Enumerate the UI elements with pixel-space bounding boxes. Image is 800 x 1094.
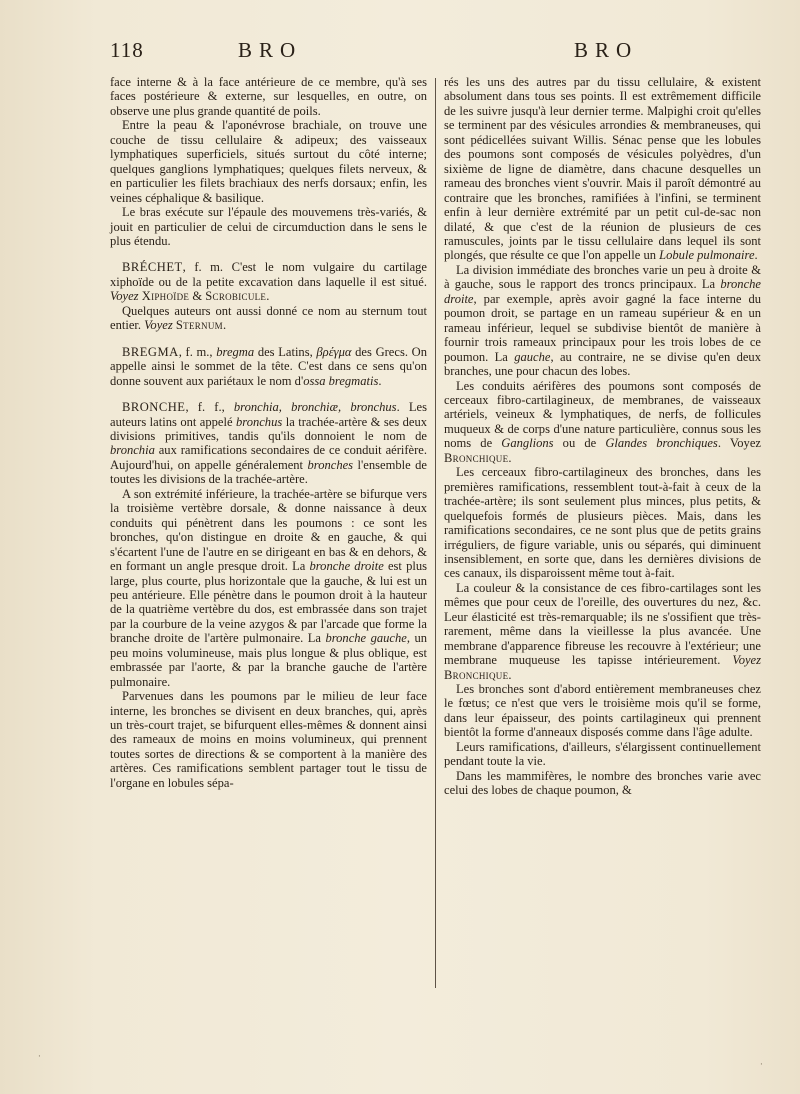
ink-speck-decoration: · — [38, 1052, 41, 1062]
right-column — [444, 75, 761, 798]
cross-reference-link: Bronchique — [444, 667, 509, 682]
paragraph: Les cerceaux fibro-cartilagineux des bronches, dans les premières ramifications, ressemblent tout-à-fait à ceux de la trachée-artère; ils sont seulement plus minces, plus petits, & quelquefois formés de plusieurs pièces. Mais, dans les ramifications secondaires, ce ne sont plus que de petits grains irréguliers, de figure variable, unis ou séparés, qui diminuent insensiblement, en sorte que, dans les dernières divisions de ces canaux, ils disparoissent même tout à-fait. — [444, 465, 761, 581]
dictionary-entry-bregma: BREGMA, f. m., bregma des Latins, βρέγμα des Grecs. On appelle ainsi le sommet de la tête. C'est dans ce sens qu'on donne souvent aux pariétaux le nom d'ossa bregmatis. — [110, 344, 427, 388]
dictionary-entry-bronche: BRONCHE, f. f., bronchia, bronchiæ, bronchus. Les auteurs latins ont appelé bronchus la trachée-artère & ses deux divisions primitives, tandis qu'ils donnoient le nom de bronchia aux ramifications secondaires de ce conduit aérifère. Aujourd'hui, on appelle généralement bronches l'ensemble de toutes les divisions de la trachée-artère. — [110, 400, 427, 487]
paragraph: Les bronches sont d'abord entièrement membraneuses chez le fœtus; ce n'est que vers le troisième mois qu'il se forme, dans leur épaisseur, des points cartilagineux qui prennent bientôt la forme d'anneaux disposés comme dans l'âge adulte. — [444, 682, 761, 740]
paragraph: Dans les mammifères, le nombre des bronches varie avec celui des lobes de chaque poumon, & — [444, 768, 761, 798]
page-number: 118 — [110, 38, 144, 62]
see-reference: Voyez — [110, 289, 139, 304]
paragraph: Le bras exécute sur l'épaule des mouvemens très-variés, & jouit en particulier de celui de circumduction dans le sens le plus étendu. — [110, 205, 427, 248]
entry-headword: BREGMA — [122, 344, 179, 359]
cross-reference-link: Sternum — [175, 318, 223, 333]
paragraph: La couleur & la consistance de ces fibro-cartilages sont les mêmes que pour ceux de l'oreille, des ouvertures du nez, &c. Leur élasticité est très-remarquable; ils ne s'ossifient que très-rarement, même dans la vieillesse la plus avancée. Une membrane d'apparence fibreuse les recouvre à l'extérieur; une membrane muqueuse les tapisse intérieurement. Voyez Bronchique. — [444, 580, 761, 682]
see-reference: Voyez — [732, 653, 761, 668]
running-head — [110, 38, 710, 68]
running-head-left-word: BRO — [238, 38, 303, 62]
ink-speck-decoration: · — [760, 1060, 763, 1070]
see-reference: Voyez — [144, 318, 173, 333]
dictionary-entry-brechet: BRÉCHET, f. m. C'est le nom vulgaire du cartilage xiphoïde ou de la petite excavation dans laquelle il est situé. Voyez Xiphoïde & Scrobicule. — [110, 260, 427, 304]
cross-reference-link: Bronchique — [444, 450, 509, 465]
paragraph: Leurs ramifications, d'ailleurs, s'élargissent continuellement pendant toute la vie. — [444, 739, 761, 769]
entry-headword: BRÉCHET — [122, 260, 183, 275]
paragraph: Quelques auteurs ont aussi donné ce nom au sternum tout entier. Voyez Sternum. — [110, 303, 427, 333]
greek-term: βρέγμα — [316, 344, 352, 359]
paragraph: Les conduits aérifères des poumons sont composés de cerceaux fibro-cartilagineux, de membranes, de vaisseaux artériels, veineux & lymphatiques, de nerfs, de follicules muqueux & de corps d'une nature particulière, connus sous les noms de Ganglions ou de Glandes bronchiques. Voyez Bronchique. — [444, 378, 761, 465]
column-divider — [435, 78, 436, 988]
cross-reference-link: Xiphoïde — [141, 289, 190, 304]
entry-headword: BRONCHE — [122, 400, 186, 415]
paragraph: La division immédiate des bronches varie un peu à droite & à gauche, sous le rapport des troncs principaux. La bronche droite, par exemple, après avoir gagné la face interne du poumon droit, se partage en un rameau supérieur & en un rameau inférieur, lequel se subdivise bientôt de manière à fournir trois rameaux principaux pour les trois lobes de ce poumon. La gauche, au contraire, ne se divise qu'en deux branches, une pour chacun des lobes. — [444, 262, 761, 379]
paragraph: rés les uns des autres par du tissu cellulaire, & existent absolument dans tous ses points. Il est extrêmement difficile de les suivre jusqu'à leur dernier terme. Malpighi croit qu'elles se terminent par des vésicules arrondies & membraneuses, qui sont pédicellées suivant Willis. Sénac pense que les lobules des poumons sont composés de vésicules polyèdres, d'un sixième de ligne de diamètre, dans chacune desquelles un rameau des bronches vient s'ouvrir. Mais il paroît démontré au contraire que les bronches, ramifiées à l'infini, se terminent enfin à leur dernière extrémité par un petit cul-de-sac non dilaté, & que c'est de la réunion de plusieurs de ces ramuscules, joints par le tissu cellulaire dans lequel ils sont plongés, que résulte ce que l'on appelle un Lobule pulmonaire. — [444, 75, 761, 263]
paragraph: Parvenues dans les poumons par le milieu de leur face interne, les bronches se divisent en deux branches, qui, après un très-court trajet, se bifurquent elles-mêmes & donnent ainsi des rameaux de moins en moins volumineux, qui prennent toutes sortes de directions & se comportent à la manière des artères. Ces ramifications semblent partager tout le tissu de l'organe en lobules sépa- — [110, 689, 427, 790]
cross-reference-link: Scrobicule — [205, 289, 267, 304]
paragraph: face interne & à la face antérieure de ce membre, qu'à ses faces postérieure & externe, sur lesquelles, en outre, on observe une plus grande quantité de poils. — [110, 75, 427, 118]
running-head-right-word: BRO — [574, 38, 639, 62]
paragraph: A son extrémité inférieure, la trachée-artère se bifurque vers la troisième vertèbre dorsale, & donne naissance à deux conduits qui pénètrent dans les poumons : ce sont les bronches, qu'on distingue en droite & en gauche, & qui s'écartent l'une de l'autre en se dirigeant en bas & en dehors, & en formant un angle presque droit. La bronche droite est plus large, plus courte, plus horizontale que la gauche, & lui est un peu antérieure. Elle pénètre dans le poumon droit à la hauteur de la quatrième vertèbre du dos, est embrassée dans son trajet par la courbure de la veine azygos & par l'arcade que forme la branche droite de l'artère pulmonaire. La bronche gauche, un peu moins volumineuse, mais plus longue & plus oblique, est embrassée par l'aorte, & par la branche gauche de l'artère pulmonaire. — [110, 486, 427, 689]
left-column — [110, 75, 427, 790]
paragraph: Entre la peau & l'aponévrose brachiale, on trouve une couche de tissu cellulaire & adipeux; des vaisseaux lymphatiques superficiels, situés surtout du côté interne; quelques ganglions lymphatiques; quelques filets nerveux, & en particulier les filets brachiaux des nerfs dorsaux; enfin, les veines céphalique & basilique. — [110, 118, 427, 205]
